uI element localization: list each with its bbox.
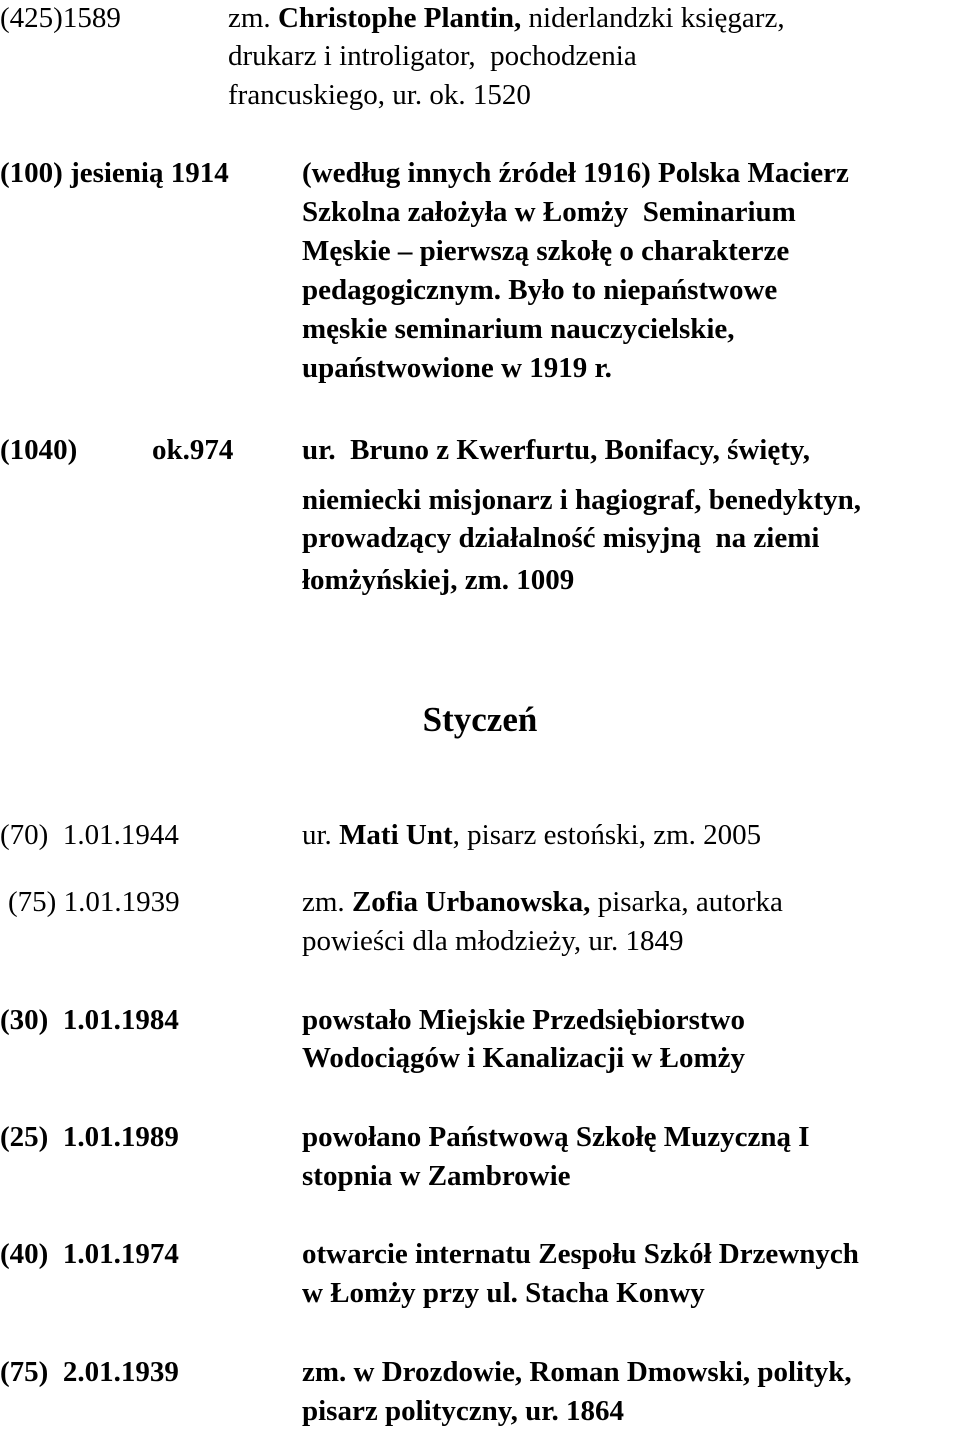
- text-segment: ur. Bruno z Kwerfurtu, Bonifacy, święty,: [302, 434, 811, 466]
- text-segment: prowadzący działalność misyjną na ziemi: [302, 522, 820, 554]
- text-segment: powieści dla młodzieży, ur. 1849: [302, 925, 684, 957]
- entry-text-line: [302, 1276, 705, 1310]
- text-segment: zm.: [228, 2, 278, 34]
- entry-text-line: [228, 1, 785, 35]
- text-segment: powstało Miejskie Przedsiębiorstwo: [302, 1004, 745, 1036]
- text-segment: męskie seminarium nauczycielskie,: [302, 313, 735, 345]
- text-segment: łomżyńskiej, zm. 1009: [302, 564, 575, 596]
- entry-text-line: [228, 39, 637, 73]
- text-segment: powołano Państwową Szkołę Muzyczną I: [302, 1121, 810, 1153]
- entry-text-line: [302, 1237, 859, 1271]
- text-segment: pisarz polityczny, ur. 1864: [302, 1395, 624, 1427]
- entry-date: (75) 2.01.1939: [0, 1356, 179, 1388]
- text-segment: zm.: [302, 886, 352, 918]
- text-segment: pisarka, autorka: [590, 886, 783, 918]
- entry-text-line: [302, 563, 574, 597]
- entry-date: (30) 1.01.1984: [0, 1004, 179, 1036]
- entry-text-line: [302, 924, 683, 958]
- text-segment: w Łomży przy ul. Stacha Konwy: [302, 1277, 705, 1309]
- entry-date: (40) 1.01.1974: [0, 1238, 179, 1270]
- entry-text-line: [302, 351, 612, 385]
- text-segment: stopnia w Zambrowie: [302, 1160, 571, 1192]
- text-segment: , pisarz estoński, zm. 2005: [452, 819, 762, 851]
- text-segment: ur.: [302, 819, 340, 851]
- text-segment: pedagogicznym. Było to niepaństwowe: [302, 274, 778, 306]
- entry-text-line: [302, 1159, 571, 1193]
- text-segment: Męskie – pierwszą szkołę o charakterze: [302, 235, 790, 267]
- text-segment: niderlandzki księgarz,: [521, 2, 785, 34]
- entry-text-line: [302, 885, 783, 919]
- text-segment: upaństwowione w 1919 r.: [302, 352, 612, 384]
- text-segment: (według innych źródeł 1916) Polska Macierz: [302, 157, 849, 189]
- entry-date: (75) 1.01.1939: [8, 886, 180, 918]
- entry-text-line: [302, 433, 810, 467]
- text-segment: niemiecki misjonarz i hagiograf, benedyktyn,: [302, 484, 862, 516]
- entry-text-line: [228, 78, 531, 112]
- text-segment: Wodociągów i Kanalizacji w Łomży: [302, 1042, 746, 1074]
- entry-text-line: [302, 1003, 745, 1037]
- entry-date: (70) 1.01.1944: [0, 819, 179, 851]
- entry-text-line: [302, 483, 861, 517]
- entry-date: (100) jesienią 1914: [0, 157, 229, 189]
- entry-date: (25) 1.01.1989: [0, 1121, 179, 1153]
- entry-date: (1040): [0, 434, 78, 466]
- entry-text-line: [302, 273, 777, 307]
- entry-text-line: [302, 521, 819, 555]
- person-name: Zofia Urbanowska,: [351, 886, 591, 918]
- entry-text-line: [302, 1041, 745, 1075]
- text-segment: drukarz i introligator, pochodzenia: [228, 40, 637, 72]
- entry-text-line: [302, 234, 789, 268]
- text-segment: francuskiego, ur. ok. 1520: [228, 79, 531, 111]
- entry-text-line: [302, 1120, 810, 1154]
- text-segment: otwarcie internatu Zespołu Szkół Drzewnych: [302, 1238, 859, 1270]
- entry-text-line: [302, 195, 796, 229]
- entry-date-approx: ok.974: [152, 434, 234, 466]
- person-name: Mati Unt: [339, 819, 453, 851]
- entry-date: (425)1589: [0, 2, 121, 34]
- entry-text-line: [302, 312, 735, 346]
- text-segment: Szkolna założyła w Łomży Seminarium: [302, 196, 796, 228]
- entry-text-line: [302, 818, 761, 852]
- entry-text-line: [302, 156, 849, 190]
- section-heading-month: Styczeń: [422, 700, 538, 739]
- entry-text-line: [302, 1394, 624, 1428]
- entry-text-line: [302, 1355, 852, 1389]
- person-name: Christophe Plantin,: [277, 2, 522, 34]
- text-segment: zm. w Drozdowie, Roman Dmowski, polityk,: [302, 1356, 852, 1388]
